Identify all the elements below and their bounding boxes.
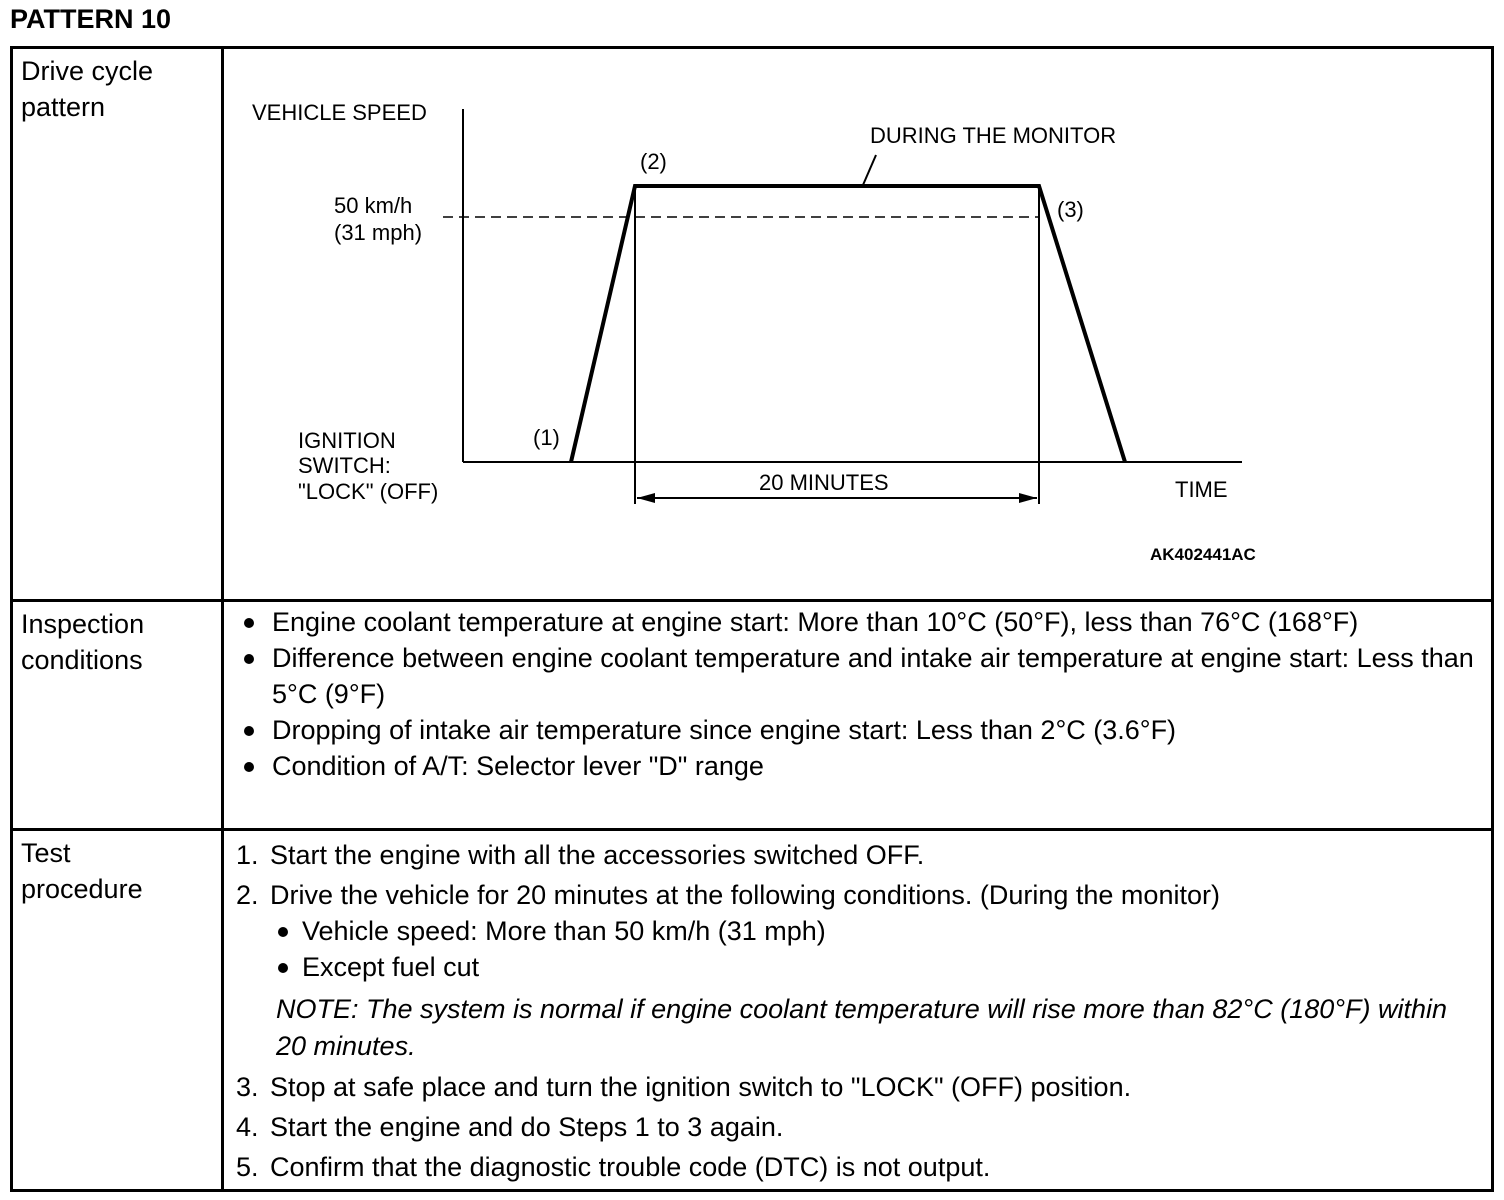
speed-profile-line	[571, 186, 1125, 462]
procedure-step	[236, 877, 1479, 1065]
point-2-label: (2)	[640, 149, 667, 174]
drive-cycle-label: Drive cycle pattern	[12, 48, 223, 601]
speed-label-kmh: 50 km/h	[334, 193, 413, 218]
inspection-row	[12, 601, 1493, 830]
x-axis-label: TIME	[1175, 477, 1228, 502]
inspection-label: Inspection conditions	[12, 601, 223, 830]
step-text: Stop at safe place and turn the ignition switch to "LOCK" (OFF) position.	[270, 1072, 1132, 1102]
ignition-label-line2: SWITCH:	[298, 453, 391, 478]
inspection-cell	[223, 601, 1493, 830]
step-number: 2.	[236, 880, 259, 910]
procedure-step	[236, 1069, 1479, 1105]
point-1-label: (1)	[533, 425, 560, 450]
duration-arrow-head-right	[1019, 493, 1037, 503]
step-text: Start the engine and do Steps 1 to 3 again.	[270, 1112, 784, 1142]
list-item: Except fuel cut	[270, 949, 1479, 985]
drive-cycle-chart	[224, 49, 1491, 595]
drive-cycle-diagram	[224, 49, 1484, 595]
test-cell	[223, 830, 1493, 1191]
page-title: PATTERN 10	[10, 4, 172, 34]
pattern-table	[10, 46, 1494, 1192]
drive-cycle-chart-cell	[223, 48, 1493, 601]
step2-conditions	[270, 913, 1479, 985]
step-text: Drive the vehicle for 20 minutes at the following conditions. (During the monitor)	[270, 880, 1220, 910]
list-item: Difference between engine coolant temperature and intake air temperature at engine start: Less than 5°C (9°F)	[236, 640, 1479, 712]
procedure-step	[236, 1109, 1479, 1145]
step-text: Start the engine with all the accessories switched OFF.	[270, 840, 925, 870]
step-number: 3.	[236, 1072, 259, 1102]
ignition-label-line3: "LOCK" (OFF)	[298, 479, 439, 504]
procedure-step	[236, 837, 1479, 873]
procedure-list	[236, 837, 1479, 1185]
procedure-step	[236, 1149, 1479, 1185]
procedure-note: NOTE: The system is normal if engine coolant temperature will rise more than 82°C (180°F) within 20 minutes.	[276, 994, 1448, 1061]
test-label: Test procedure	[12, 830, 223, 1191]
monitor-leader-line	[863, 155, 876, 185]
step-number: 1.	[236, 840, 259, 870]
y-axis-label: VEHICLE SPEED	[252, 100, 427, 125]
step-number: 4.	[236, 1112, 259, 1142]
step-number: 5.	[236, 1152, 259, 1182]
inspection-list	[236, 604, 1479, 784]
ignition-label-line1: IGNITION	[298, 428, 396, 453]
list-item: Vehicle speed: More than 50 km/h (31 mph)	[270, 913, 1479, 949]
speed-label-mph: (31 mph)	[334, 220, 423, 245]
list-item: Engine coolant temperature at engine start: More than 10°C (50°F), less than 76°C (168°F)	[236, 604, 1479, 640]
duration-label: 20 MINUTES	[759, 470, 889, 495]
drive-cycle-row	[12, 48, 1493, 601]
step-text: Confirm that the diagnostic trouble code (DTC) is not output.	[270, 1152, 991, 1182]
test-row	[12, 830, 1493, 1191]
figure-code: AK402441AC	[1150, 545, 1256, 564]
monitor-label: DURING THE MONITOR	[870, 123, 1117, 148]
list-item: Condition of A/T: Selector lever "D" range	[236, 748, 1479, 784]
point-3-label: (3)	[1057, 197, 1084, 222]
duration-arrow-head-left	[637, 493, 655, 503]
list-item: Dropping of intake air temperature since engine start: Less than 2°C (3.6°F)	[236, 712, 1479, 748]
